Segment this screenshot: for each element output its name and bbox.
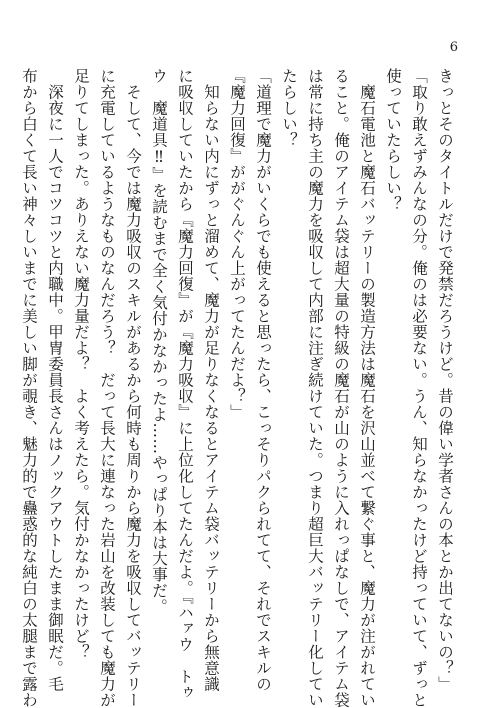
text-line: たらしい？ — [280, 68, 298, 148]
text-line: 魔石電池と魔石バッテリーの製造方法は魔石を沢山並べて繋ぐ事と、魔力が注がれてい — [358, 83, 376, 708]
text-line: 使っていたらしい？ — [384, 68, 402, 212]
text-line: きっとそのタイトルだけで発禁だろうけど。昔の偉い学者さんの本とか出てないの？」 — [436, 68, 454, 692]
text-line: 足りてしまった。ありえない魔力量だよ？ よく考えたら。気付かなかったけど？ — [72, 68, 90, 660]
text-line: 布から白くて長い神々しいまでに美しい脚が覗き、魅力的で蠱惑的な純白の太腿まで露わ — [20, 68, 38, 708]
text-line: は常に持ち主の魔力を吸収して内部に注ぎ続けていた。つまり超巨大バッテリー化してい — [306, 68, 324, 708]
text-line: ること。俺のアイテム袋は超大量の特級の魔石が山のように入れっぱなしで、アイテム袋 — [332, 68, 350, 708]
text-line: ウ 魔道具‼』を読むまで全く気付かなかったよ……やっぱり本は大事だ。 — [150, 68, 168, 615]
text-line: 『魔力回復』ががぐんぐん上がってたんだよ？」 — [228, 68, 246, 420]
text-line: 「道理で魔力がいくらでも使えると思ったら、こっそりパクられてて、それでスキルの — [254, 68, 272, 692]
text-line: に充電しているようなものなんだろう？ だって長大に連なった岩山を改装しても魔力が — [98, 68, 116, 708]
text-line: 知らない内にずっと溜めて、魔力が足りなくなるとアイテム袋バッテリーから無意識 — [202, 83, 220, 692]
page-number: 6 — [449, 40, 458, 55]
text-line: 深夜に一人でコツコツと内職中。甲冑委員長さんはノックアウトしたまま御眠だ。毛 — [46, 83, 64, 692]
text-line: そして、今では魔力吸収のスキルがあるから何時も周りから魔力を吸収してバッテリー — [124, 83, 142, 708]
text-line: に吸収していたから『魔力回復』が『魔力吸収』に上位化してたんだよ。『ハァウ トゥ — [176, 68, 194, 701]
text-line: 「取り敢えずみんなの分。俺のは必要ない。うん、知らなかったけど持っていて、ずっと — [410, 68, 428, 708]
body-text — [20, 68, 458, 708]
